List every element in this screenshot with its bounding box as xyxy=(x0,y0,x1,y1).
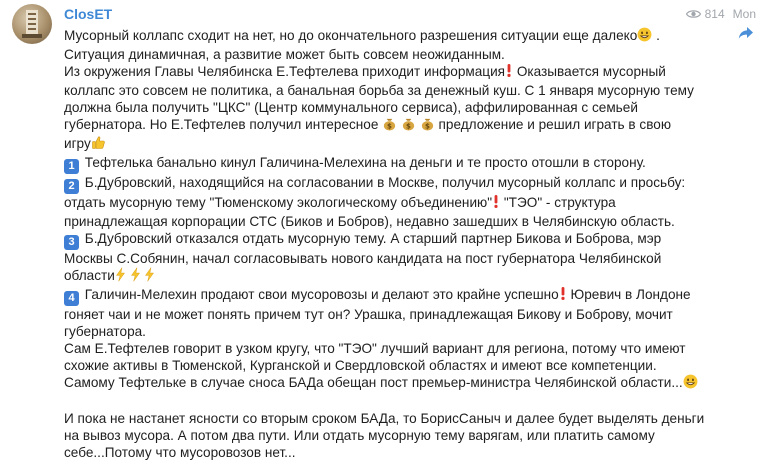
exclamation-emoji-icon xyxy=(559,286,567,305)
message-line xyxy=(64,410,744,427)
message-line xyxy=(64,286,744,306)
line-text: отдать мусорную тему "Тюменскому экологическому объединению" xyxy=(64,195,493,210)
line-text: "ТЭО" - структура xyxy=(503,195,616,210)
line-text: Из окружения Главы Челябинска Е.Тефтелева приходит информация xyxy=(64,64,506,79)
money-bag-emoji-icon xyxy=(420,116,435,135)
message-line xyxy=(64,174,744,194)
svg-text:$: $ xyxy=(424,121,430,131)
keycap-one-icon: 1 xyxy=(64,159,79,174)
exclamation-emoji-icon xyxy=(505,63,513,82)
message-line xyxy=(64,323,744,340)
line-text: губернатора. Но Е.Тефтелев получил интересное xyxy=(64,117,379,132)
message-header xyxy=(64,6,756,26)
message-line xyxy=(64,444,744,461)
line-text: И пока не настанет ясности со вторым сроком БАДа, то БорисСаныч и далее будет выделять деньги xyxy=(64,411,705,426)
line-text: Москвы С.Собянин, начал согласовывать нового кандидата на пост губернатора Челябинской xyxy=(64,251,662,266)
message-line xyxy=(64,135,744,154)
message-line xyxy=(64,194,744,213)
message-line xyxy=(64,340,744,357)
message-line xyxy=(64,357,744,374)
message-line xyxy=(64,154,744,174)
line-text: принадлежащая корпорации СТС (Биков и Бобров), недавно зашедших в Челябинскую область. xyxy=(64,214,675,229)
line-text: Б.Дубровский, находящийся на согласовании в Москве, получил мусорный коллапс и просьбу: xyxy=(84,175,686,190)
line-text: гоняет чаи и не может понять причем тут он? Урашка, принадлежащая Бикову и Боброву, мочит xyxy=(64,307,673,322)
line-text: Тефтелька банально кинул Галичина-Мелехина на деньги и те просто отошли в сторону. xyxy=(84,155,646,170)
message-line: Мусорный коллапс сходит на нет, но до окончательного разрешения ситуации еще далеко . xyxy=(64,27,744,46)
line-text: Юревич в Лондоне xyxy=(570,287,691,302)
line-text: схожие активы в Тюменской, Курганской и Свердловской областях и имеют все компетенции. xyxy=(64,358,657,373)
message-line xyxy=(64,46,744,63)
grin-emoji-icon xyxy=(683,374,698,393)
line-text: себе...Потому что мусоровозов нет... xyxy=(64,445,296,460)
line-text: коллапс это совсем не политика, а банальная борьба за денежный куш. С 1 января мусорную тему xyxy=(64,83,694,98)
keycap-two-icon: 2 xyxy=(64,179,79,194)
exclamation-emoji-icon xyxy=(492,194,500,213)
lightning-emoji-icon xyxy=(144,267,155,286)
thumbs-up-emoji-icon xyxy=(91,135,106,154)
keycap-four-icon: 4 xyxy=(64,291,79,306)
view-count: 814 xyxy=(704,7,725,21)
money-bag-emoji-icon xyxy=(382,116,397,135)
message-line xyxy=(64,116,744,135)
line-text: Оказывается мусорный xyxy=(516,64,666,79)
channel-name[interactable]: ClosET xyxy=(64,6,113,22)
line-text: должна была получить "ЦКС" (Центр коммунального сервиса), аффилированная с семьей xyxy=(64,100,638,115)
message-line xyxy=(64,213,744,230)
line-text: Самому Тефтельке в случае сноса БАДа обещан пост премьер-министра Челябинской области... xyxy=(64,375,683,390)
channel-avatar[interactable] xyxy=(12,4,52,44)
line-text: на вывоз мусора. А потом два пути. Или отдать мусорную тему варягам, или платить самому xyxy=(64,428,655,443)
message-line xyxy=(64,250,744,267)
message-line xyxy=(64,267,744,286)
svg-text:$: $ xyxy=(406,121,411,131)
money-bag-emoji-icon xyxy=(401,116,416,135)
line-text: Галичин-Мелехин продают свои мусоровозы и делают это крайне успешно xyxy=(84,287,559,302)
avatar-image xyxy=(12,4,52,44)
message-line xyxy=(64,230,744,250)
grin-emoji-icon xyxy=(637,27,652,46)
line-text: игру xyxy=(64,136,91,151)
line-text: предложение и решил играть в свою xyxy=(438,117,672,132)
message-line xyxy=(64,99,744,116)
message-meta xyxy=(686,7,756,21)
svg-text:$: $ xyxy=(387,121,393,131)
line-text: Сам Е.Тефтелев говорит в узком кругу, что "ТЭО" лучший вариант для региона, потому что имеют xyxy=(64,341,686,356)
message-line xyxy=(64,374,744,393)
line-text: губернатора. xyxy=(64,324,146,339)
message-line xyxy=(64,63,744,82)
message-line xyxy=(64,306,744,323)
eye-icon xyxy=(686,9,701,19)
keycap-three-icon: 3 xyxy=(64,235,79,250)
line-text: Мусорный коллапс сходит на нет, но до окончательного разрешения ситуации еще далеко xyxy=(64,28,638,43)
message-time: Mon xyxy=(732,7,756,21)
message-body xyxy=(64,27,744,461)
line-text: Б.Дубровский отказался отдать мусорную тему. А старший партнер Бикова и Боброва, мэр xyxy=(84,231,662,246)
lightning-emoji-icon xyxy=(130,267,141,286)
line-text: Ситуация динамичная, а развитие может быть совсем неожиданным. xyxy=(64,47,505,62)
lightning-emoji-icon xyxy=(115,267,126,286)
message-line xyxy=(64,82,744,99)
blank-line xyxy=(64,393,744,410)
line-text: области xyxy=(64,268,115,283)
